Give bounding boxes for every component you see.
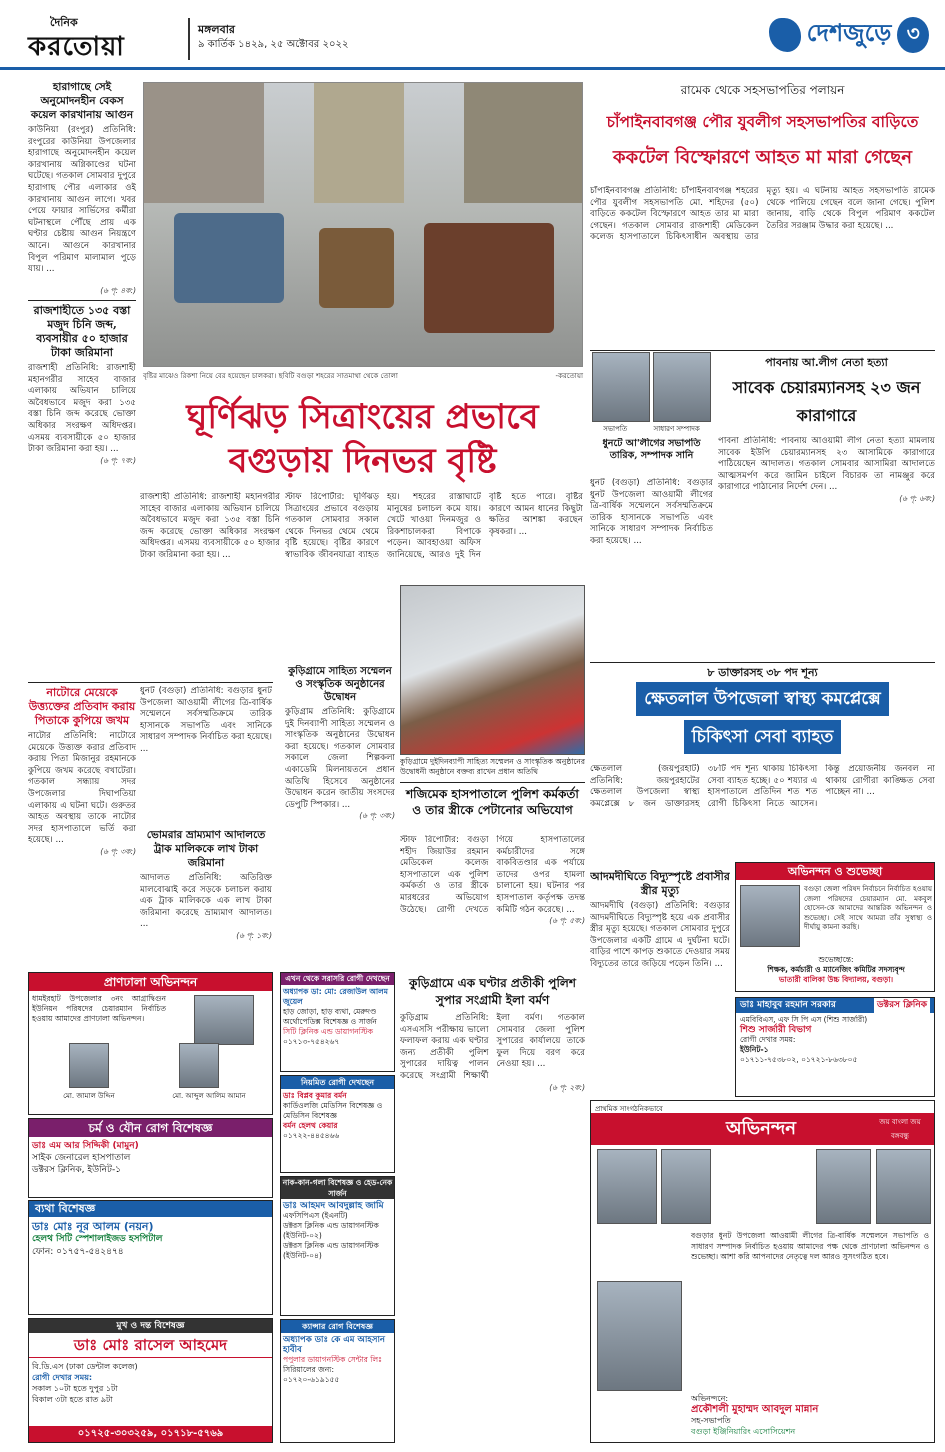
chairman-photo: [740, 885, 800, 947]
ad-pain: ব্যথা বিশেষজ্ঞ ডাঃ মোঃ নূর আলম (নয়ন) হেলথ সিটি স্পেশালাইজড হসপিটাল ফোন: ০১৭৫৭-৫৪২৪৭৪: [28, 1200, 273, 1315]
kurigram-sahitya-story: কুড়িগ্রামে সাহিত্য সম্মেলন ও সংস্কৃতিক অনুষ্ঠানের উদ্বোধন কুড়িগ্রাম প্রতিনিধি: কুড়িগ্রামে দুই দিনব্যাপী সাহিত্য সম্মেলন ও সাংস্কৃতিক অনুষ্ঠানের উদ্বোধন করা হয়েছে। গতকাল সোমবার সকালে জেলা শিল্পকলা একাডেমি মিলনায়তনে প্রধান অতিথি হিসেবে অনুষ্ঠানের উদ্বোধন করেন জাতীয় সংসদের ডেপুটি স্পিকার। ... (৬ পৃ: ৩ক:): [285, 666, 395, 821]
headline: নাটোরে মেয়েকে উত্ত্যক্তের প্রতিবাদ করায় পিতাকে কুপিয়ে জখম: [28, 686, 136, 727]
ad-rezaul: এখন থেকে সরাসরি রোগী দেখছেন অধ্যাপক ডা: মো: রেজাউল আলম জুয়েল হাড় জোড়া, হাড় ব্যথা, মেরুদণ্ড অর্থোপেডিক্স বিশেষজ্ঞ ও সার্জন সিটি ক্লিনিক এন্ড ডায়াগনস্টিক ০১৭১৩-৭৫৪২৬৭: [280, 972, 395, 1072]
kurigram-story: রাজশাহী প্রতিনিধি: রাজশাহী মহানগরীর সাহেব বাজার এলাকায় অভিযান চালিয়ে অবৈধভাবে মজুদ করা ১৩৫ বস্তা চিনি জব্দ করেছে ভোক্তা অধিকার সংরক্ষণ অধিদপ্তর। এসময় ব্যবসায়ীকে ৫০ হাজার টাকা জরিমানা করা হয়। ...: [140, 492, 280, 560]
court-story: ধুনট (বগুড়া) প্রতিনিধি: বগুড়ার ধুনট উপজেলা আওয়ামী লীগের ত্রি-বার্ষিক সম্মেলনে সর্বসম্মতিক্রমে তারিক হাসানকে সভাপতি এবং সানিকে সাধারণ সম্পাদক নির্বাচিত করা হয়েছে। ... ভোমরার ভ্রাম্যমাণ আদালতে ট্রাক মালিককে লাখ টাকা জরিমানা আদালত প্রতিনিধি: অতিরিক্ত মালবোঝাই করে সড়কে চলাচল করায় এক ট্রাক মালিককে এক লাখ টাকা জরিমানা করেছে ভ্রাম্যমাণ আদালত। ... (৬ পৃ: ১ক:): [140, 686, 272, 940]
story-body: আদালত প্রতিনিধি: অতিরিক্ত মালবোঝাই করে সড়কে চলাচল করায় এক ট্রাক মালিককে এক লাখ টাকা জরিমানা করেছে ভ্রাম্যমাণ আদালত। ...: [140, 873, 272, 930]
right-top-headline: চাঁপাইনবাবগঞ্জ পৌর যুবলীগ সহসভাপতির বাড়িতে ককটেল বিস্ফোরণে আহত মা মারা গেছেন: [606, 112, 919, 168]
left-story-1-jump: (৬ পৃ: ৪ক:): [100, 286, 136, 295]
ad-congrats-2: অভিনন্দন ও শুভেচ্ছা বগুড়া জেলা পরিষদ নির্বাচনে নির্বাচিত হওয়ায় জেলা পরিষদের চেয়ারম্যান মো. মকবুল হোসেন-কে আমাদের আন্তরিক অভিনন্দন ও শুভেচ্ছা। সেই সাথে আমরা তাঁর সুস্বাস্থ্য ও দীর্ঘায়ু কামনা করছি। শুভেচ্ছান্তে: শিক্ষক, কর্মচারী ও ম্যানেজিং কমিটির সদস্যবৃন্দ ভাতারী বালিকা উচ্চ বিদ্যালয়, বগুড়া।: [735, 862, 935, 992]
story-body: কাউনিয়া (রংপুর) প্রতিনিধি: রংপুরের কাউনিয়া উপজেলার হারাগাছে অনুমোদনহীন কয়েল কারখানায় অগ্নিকাণ্ডের ঘটনা ঘটেছে। গতকাল সোমবার দুপুরে হারাগাছ পৌর এলাকার ওই কারখানায় আগুন লাগে। খবর পেয়ে ফায়ার সার্ভিসের কর্মীরা ঘটনাস্থলে পৌঁছে প্রায় এক ঘণ্টার চেষ্টায় আগুন নিয়ন্ত্রণে আনে। আগুনে কারখানার বিপুল পরিমাণ মালামাল পুড়ে যায়। ...: [28, 125, 136, 275]
left-story-3: নাটোরে মেয়েকে উত্ত্যক্তের প্রতিবাদ করায় পিতাকে কুপিয়ে জখম নাটোর প্রতিনিধি: নাটোরে মেয়েকে উত্ত্যক্ত করার প্রতিবাদ করায় পিতা মিজানুর রহমানকে কুপিয়ে জখম করেছে বখাটেরা। গতকাল সন্ধ্যায় সদর উপজেলার দিঘাপতিয়া এলাকায় এ ঘটনা ঘটে। গুরুতর আহত অবস্থায় তাকে নাটোর সদর হাসপাতালে ভর্তি করা হয়েছে। ... (৬ পৃ: ৩ক:): [28, 686, 136, 856]
divider: [28, 300, 136, 301]
ad-cancer: ক্যান্সার রোগ বিশেষজ্ঞ অধ্যাপক ডাঃ কে এম আহসান হাবীব পপুলার ডায়াগনস্টিক সেন্টার লিঃ সিরিয়ালের জন্য: ০১৭২০-৬১৯১৫৫: [280, 1319, 395, 1443]
ad-ent: নাক-কান-গলা বিশেষজ্ঞ ও হেড-নেক সার্জন ডাঃ আহমদ আবদুল্লাহ জামি এফসিপিএস (ইএনটি) ডক্টরস ক্লিনিক এন্ড ডায়াগনস্টিক (ইউনিট-০২) ডক্টরস ক্লিনিক এন্ড ডায়াগনস্টিক (ইউনিট-০৪): [280, 1176, 395, 1316]
left-story-1: [28, 80, 136, 295]
ad-congrats-1: প্রাণঢালা অভিনন্দন ধামইরহাট উপজেলার ৩নং আগ্রাদ্বিগুন ইউনিয়ন পরিষদের চেয়ারম্যান নির্বাচিত হওয়ায় আমাদের প্রাণঢালা অভিনন্দন। মো. জামাল উদ্দিন মো. আব্দুল আলিম আমান: [28, 972, 273, 1115]
divider: [590, 350, 935, 351]
headline: আদমদীঘিতে বিদ্যুস্পৃষ্টে প্রবাসীর স্ত্রীর মৃত্যু: [590, 870, 730, 897]
sender-photo: [597, 1281, 682, 1391]
right-top-kicker: রামেক থেকে সহসভাপতির পলায়ন: [680, 83, 845, 97]
section-badge: [769, 14, 929, 56]
person-photo: [816, 1149, 871, 1224]
dhunat-body: ধুনট (বগুড়া) প্রতিনিধি: বগুড়ার ধুনট উপজেলা আওয়ামী লীগের ত্রি-বার্ষিক সম্মেলনে সর্বসম্মতিক্রমে তারিক হাসানকে সভাপতি এবং সানিকে সাধারণ সম্পাদক নির্বাচিত করা হয়েছে। ...: [140, 686, 272, 754]
main-headline: ঘূর্ণিঝড় সিত্রাংয়ের প্রভাবে বগুড়ায় দিনভর বৃষ্টি: [186, 397, 539, 481]
main-story-body: স্টাফ রিপোর্টার: ঘূর্ণিঝড় সিত্রাংয়ের প্রভাবে বগুড়ায় গতকাল সোমবার সকাল থেকে দিনভর থেমে থেমে বৃষ্টি হয়েছে। বৃষ্টির কারণে স্বাভাবিক জীবনযাত্রা ব্যাহত হয়। শহরের রাস্তাঘাটে মানুষের চলাচল কমে যায়। খেটে খাওয়া দিনমজুর ও রিকশাচালকরা বিপাকে পড়েন। আবহাওয়া অফিস জানিয়েছে, আরও দুই দিন বৃষ্টি হতে পারে। বৃষ্টির কারণে আমন ধানের কিছুটা ক্ষতির আশঙ্কা করছেন কৃষকরা। ...: [285, 492, 583, 560]
masthead-divider: [188, 18, 190, 60]
headline: হারাগাছে সেই অনুমোদনহীন বেকস কয়েল কারখানায় আগুন: [30, 81, 134, 121]
person-photo: [661, 1149, 711, 1224]
speaker-caption: কুড়িগ্রামে দুইদিনব্যাপী সাহিত্য সম্মেলন ও সাংস্কৃতিক অনুষ্ঠানের উদ্বোধনী অনুষ্ঠানে বক্তব্য রাখেন প্রধান অতিথি: [400, 757, 585, 776]
story-body: নাটোর প্রতিনিধি: নাটোরে মেয়েকে উত্ত্যক্ত করার প্রতিবাদ করায় পিতা মিজানুর রহমানকে কুপিয়ে জখম করেছে বখাটেরা। গতকাল সন্ধ্যায় সদর উপজেলার দিঘাপতিয়া এলাকায় এ ঘটনা ঘটে। গুরুতর আহত অবস্থায় তাকে নাটোর সদর হাসপাতালে ভর্তি করা হয়েছে। ...: [28, 731, 136, 846]
dhunat-head: ধুনটে আ'লীগের সভাপতি তারিক, সম্পাদক সানি: [602, 438, 701, 461]
pabna-kicker: পাবনায় আ.লীগ নেতা হত্যা: [765, 356, 888, 369]
person-photo: [597, 1149, 657, 1224]
ila-story: কুড়িগ্রামে এক ঘণ্টার প্রতীকী পুলিশ সুপার সংগ্রামী ইলা বর্মণ কুড়িগ্রাম প্রতিনিধি: এসএসসি পরীক্ষায় ভালো ফলাফল করায় এক ঘণ্টার জন্য প্রতীকী পুলিশ সুপারের দায়িত্ব পালন করেছে সংগ্রামী শিক্ষার্থী ইলা বর্মণ। গতকাল সোমবার জেলা পুলিশ সুপারের কার্যালয়ে তাকে ফুল দিয়ে বরণ করে নেওয়া হয়। ... (৬ পৃ: ২ক:): [400, 976, 585, 1092]
story-body: রাজশাহী প্রতিনিধি: রাজশাহী মহানগরীর সাহেব বাজার এলাকায় অভিযান চালিয়ে অবৈধভাবে মজুদ করা ১৩৫ বস্তা চিনি জব্দ করেছে ভোক্তা অধিকার সংরক্ষণ অধিদপ্তর। এসময় ব্যবসায়ীকে ৫০ হাজার টাকা জরিমানা করা হয়। ...: [28, 363, 136, 455]
headline: রাজশাহীতে ১৩৫ বস্তা মজুদ চিনি জব্দ, ব্যবসায়ীর ৫০ হাজার টাকা জরিমানা: [33, 304, 131, 359]
headline: ভোমরার ভ্রাম্যমাণ আদালতে ট্রাক মালিককে লাখ টাকা জরিমানা: [146, 829, 266, 869]
police-story-body: স্টাফ রিপোর্টার: বগুড়া শহীদ জিয়াউর রহমান মেডিকেল কলেজ হাসপাতালে এক পুলিশ কর্মকর্তা ও তার স্ত্রীকে মারধরের অভিযোগ উঠেছে। রোগী দেখতে গিয়ে হাসপাতালের কর্মচারীদের সঙ্গে বাকবিতণ্ডার এক পর্যায়ে তাদের ওপর হামলা চালানো হয়। ঘটনার পর হাসপাতাল কর্তৃপক্ষ তদন্ত কমিটি গঠন করেছে। ... (৬ পৃ: ৫ক:): [400, 835, 585, 926]
ad-dental: মুখ ও দন্ত বিশেষজ্ঞ ডাঃ মোঃ রাসেল আহমেদ বি.ডি.এস (ঢাকা ডেন্টাল কলেজ) রোগী দেখার সময়: সকাল ১০টা হতে দুপুর ১টা বিকাল ৩টা হতে রাত ৯টা ০১৭২৫-৩০৩২৫৯, ০১৭১৮-৫৭৬৯: [28, 1318, 273, 1443]
president-photo: [592, 352, 650, 422]
ad-biplob: নিয়মিত রোগী দেখছেন ডাঃ বিপ্লব কুমার বর্মন কার্ডিওলজি মেডিসিন বিশেষজ্ঞ ও মেডিসিন বিশেষজ্ঞ বর্মন হেলথ কেয়ার ০১৭২২-৪৪৫৪৬৬: [280, 1075, 395, 1173]
photo-captions: সভাপতি সাধারণ সম্পাদক: [603, 425, 700, 433]
dateline: মঙ্গলবার ৯ কার্তিক ১৪২৯, ২৫ অক্টোবর ২০২২: [198, 23, 349, 50]
person-photo: [69, 1043, 109, 1088]
police-headline: শজিমেক হাসপাতালে পুলিশ কর্মকর্তা ও তার স্ত্রীকে পেটানোর অভিযোগ: [406, 787, 579, 817]
right-top-body: চাঁপাইনবাবগঞ্জ প্রতিনিধি: চাঁপাইনবাবগঞ্জ শহরের পৌর যুবলীগ সহসভাপতি মো. শহিদের (৫০) বাড়িতে ককটেল বিস্ফোরণে আহত তার মা মারা গেছেন। গতকাল সোমবার রাজশাহী মেডিকেল কলেজ হাসপাতালে চিকিৎসাধীন অবস্থায় তার মৃত্যু হয়। এ ঘটনায় আহত সহসভাপতি রামেক থেকে পালিয়ে গেছেন বলে জানা গেছে। পুলিশ জানায়, বাড়ি থেকে বিপুল পরিমাণ ককটেল তৈরির সরঞ্জাম উদ্ধার করা হয়েছে। ...: [590, 186, 935, 243]
page-number: ৩: [897, 17, 929, 53]
ad-skin: চর্ম ও যৌন রোগ বিশেষজ্ঞ ডাঃ এম আর সিদ্দিকী (মামুন) সাইক জেনারেল হাসপাতাল ডক্টরস ক্লিনিক, ইউনিট-১: [28, 1118, 273, 1198]
person-photo: [876, 1149, 931, 1224]
divider: [400, 782, 585, 783]
newspaper-logo: দৈনিক করতোয়া: [28, 16, 125, 62]
divider: [28, 682, 273, 683]
speaker-photo: [400, 585, 585, 755]
bangladesh-map-icon: [769, 18, 801, 52]
photo-caption: বৃষ্টির মাঝেও রিকশা নিয়ে বের হয়েছেন চালকরা। ছবিটি বগুড়া শহরের সাতমাথা থেকে তোলা -করতোয়া: [143, 372, 583, 380]
divider: [590, 662, 935, 663]
pabna-headline: সাবেক চেয়ারম্যানসহ ২৩ জন কারাগারে: [732, 378, 921, 425]
person-photo: [194, 995, 254, 1045]
ad-congrats-3: প্রাথমিক সাংগঠনিকভাবে অভিনন্দন জয় বাংলা জয় বঙ্গবন্ধু বগুড়ার ধুনট উপজেলা আওয়ামী লীগের ত্রি-বার্ষিক সম্মেলনে সভাপতি ও সাধারণ সম্পাদক নির্বাচিত হওয়ায় আমাদের পক্ষ থেকে প্রাণঢালা অভিনন্দন ও শুভেচ্ছা। আশা করি আপনাদের নেতৃত্বে দল আরও সুসংগঠিত হবে। অভিনন্দনে: প্রকৌশলী মুহাম্মদ আবদুল মান্নান সহ-সভাপতি বগুড়া ইঞ্জিনিয়ারিং এসোসিয়েশন: [590, 1100, 935, 1443]
health-headline: ক্ষেতলাল উপজেলা স্বাস্থ্য কমপ্লেক্সে চিকিৎসা সেবা ব্যাহত: [590, 680, 935, 760]
health-body: ক্ষেতলাল (জয়পুরহাট) প্রতিনিধি: জয়পুরহাটের ক্ষেতলাল উপজেলা স্বাস্থ্য কমপ্লেক্সে ৮ জন ডাক্তারসহ ৩৮টি পদ শূন্য থাকায় চিকিৎসা সেবা ব্যাহত হচ্ছে। ৫০ শয্যার এ হাসপাতালে প্রতিদিন শত শত রোগী চিকিৎসা নিতে আসেন। কিন্তু প্রয়োজনীয় জনবল না থাকায় রোগীরা কাঙ্ক্ষিত সেবা পাচ্ছেন না। ...: [590, 764, 935, 809]
secretary-photo: [653, 352, 711, 422]
ad-child-surgery: ডাঃ মাহাবুব রহমান সরকার ডক্টরস ক্লিনিক এমবিবিএস, এফ সি পি এস (শিশু সার্জারী) শিশু সার্জারী বিভাগ রোগী দেখার সময়: ইউনিট-১ ০১৭১১-৭৫৩৮০২, ০১৭২১-৮৬৩৮০৫: [735, 997, 935, 1097]
health-kicker: ৮ ডাক্তারসহ ৩৮ পদ শূন্য: [707, 666, 818, 679]
pabna-body: পাবনা প্রতিনিধি: পাবনায় আওয়ামী লীগ নেতা হত্যা মামলায় সাবেক ইউপি চেয়ারম্যানসহ ২৩ আসামিকে কারাগারে পাঠিয়েছেন আদালত। গতকাল সোমবার আসামিরা আদালতে আত্মসমর্পণ করে জামিন চাইলে বিচারক তা নামঞ্জুর করে কারাগারে পাঠানোর নির্দেশ দেন। ... (৬ পৃ: ৬ক:): [718, 436, 935, 503]
dhunat-body: ধুনট (বগুড়া) প্রতিনিধি: বগুড়ার ধুনট উপজেলা আওয়ামী লীগের ত্রি-বার্ষিক সম্মেলনে সর্বসম্মতিক্রমে তারিক হাসানকে সভাপতি এবং সানিকে সাধারণ সম্পাদক নির্বাচিত করা হয়েছে। ...: [590, 478, 713, 546]
story-body: কুড়িগ্রাম প্রতিনিধি: এসএসসি পরীক্ষায় ভালো ফলাফল করায় এক ঘণ্টার জন্য প্রতীকী পুলিশ সুপারের দায়িত্ব পালন করেছে সংগ্রামী শিক্ষার্থী ইলা বর্মণ। গতকাল সোমবার জেলা পুলিশ সুপারের কার্যালয়ে তাকে ফুল দিয়ে বরণ করে নেওয়া হয়। ...: [400, 1013, 585, 1081]
section-title: দেশজুড়ে: [806, 19, 892, 47]
masthead: [0, 0, 945, 70]
headline: কুড়িগ্রামে সাহিত্য সম্মেলন ও সংস্কৃতিক অনুষ্ঠানের উদ্বোধন: [288, 666, 392, 703]
story-body: আদমদীঘি (বগুড়া) প্রতিনিধি: বগুড়ার আদমদীঘিতে বিদ্যুস্পৃষ্ট হয়ে এক প্রবাসীর স্ত্রীর মৃত্যু হয়েছে। গতকাল সোমবার দুপুরে উপজেলার একটি গ্রামে এ দুর্ঘটনা ঘটে। বাড়ির পাশে কাপড় শুকাতে দেওয়ার সময় বিদ্যুতের তারে জড়িয়ে পড়েন তিনি। ...: [590, 901, 730, 969]
left-story-2: রাজশাহীতে ১৩৫ বস্তা মজুদ চিনি জব্দ, ব্যবসায়ীর ৫০ হাজার টাকা জরিমানা রাজশাহী প্রতিনিধি: রাজশাহী মহানগরীর সাহেব বাজার এলাকায় অভিযান চালিয়ে অবৈধভাবে মজুদ করা ১৩৫ বস্তা চিনি জব্দ করেছে ভোক্তা অধিকার সংরক্ষণ অধিদপ্তর। এসময় ব্যবসায়ীকে ৫০ হাজার টাকা জরিমানা করা হয়। ... (৬ পৃ: ৭ক:): [28, 304, 136, 465]
headline: কুড়িগ্রামে এক ঘণ্টার প্রতীকী পুলিশ সুপার সংগ্রামী ইলা বর্মণ: [409, 976, 576, 1007]
story-body: কুড়িগ্রাম প্রতিনিধি: কুড়িগ্রামে দুই দিনব্যাপী সাহিত্য সম্মেলন ও সাংস্কৃতিক অনুষ্ঠানের উদ্বোধন করা হয়েছে। গতকাল সোমবার সকালে জেলা শিল্পকলা একাডেমি মিলনায়তনে প্রধান অতিথি হিসেবে অনুষ্ঠানের উদ্বোধন করেন জাতীয় সংসদের ডেপুটি স্পিকার। ...: [285, 707, 395, 810]
rickshaw-rain-photo: [143, 82, 583, 367]
person-photo: [179, 1043, 219, 1088]
